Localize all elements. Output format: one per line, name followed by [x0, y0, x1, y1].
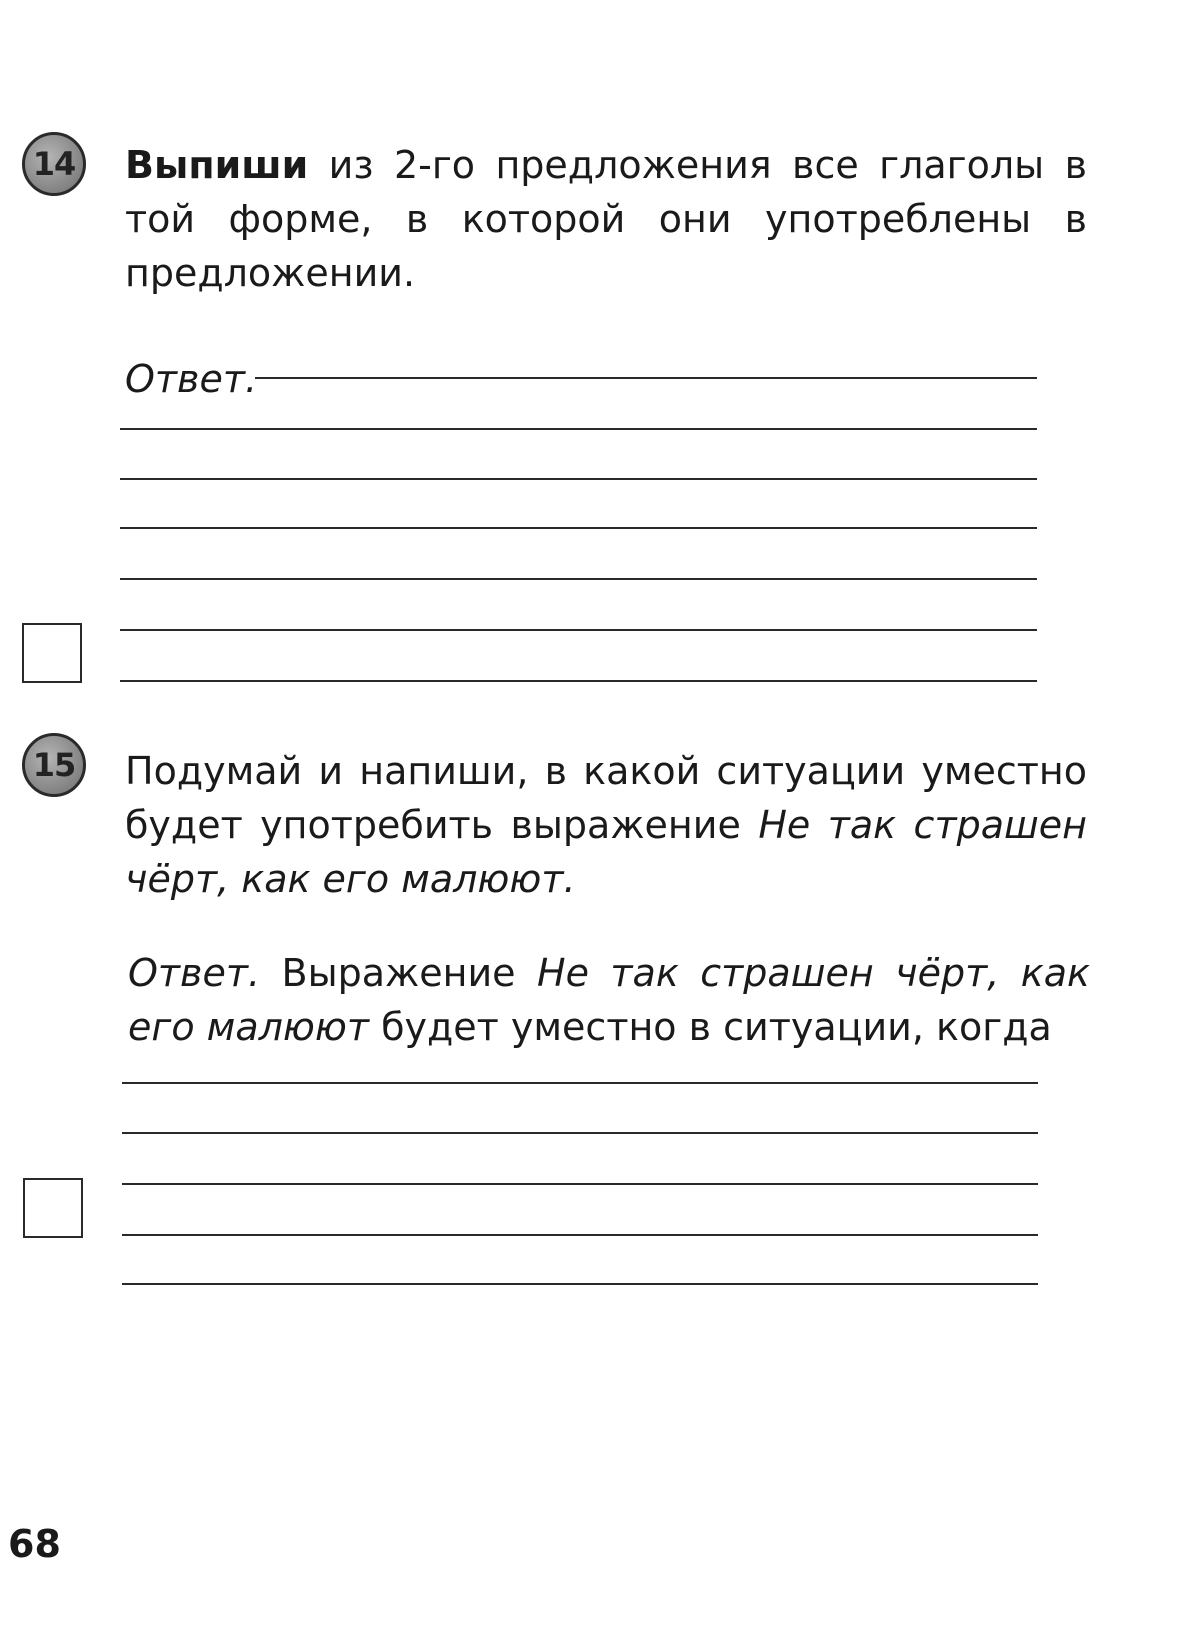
task-14-number-badge [22, 132, 86, 196]
task-14-score-box[interactable] [22, 623, 82, 683]
task-15-answer-line-3[interactable] [122, 1183, 1038, 1185]
task-15-answer-line-5[interactable] [122, 1283, 1038, 1285]
task-15-answer-proverb: Не так страшен чёрт, как его малюют [128, 951, 1090, 1049]
task-14-answer-line-3[interactable] [120, 478, 1037, 480]
task-15-answer-text-2: будет уместно в ситуации, когда [369, 1005, 1052, 1049]
task-15-number-badge [22, 733, 86, 797]
task-15-answer-line-4[interactable] [122, 1234, 1038, 1236]
task-14-answer-label: Ответ. [125, 357, 258, 401]
task-14-instruction [125, 138, 1087, 300]
task-15-answer-text-1: Выражение [260, 951, 537, 995]
task-15-instruction-text: Подумай и напиши, в какой ситуации уместно будет употребить выражение [125, 749, 1087, 847]
task-15-instruction [125, 744, 1087, 906]
task-15-answer-line-2[interactable] [122, 1132, 1038, 1134]
task-14-answer-line-7[interactable] [120, 680, 1037, 682]
task-14-answer-line-4[interactable] [120, 527, 1037, 529]
task-15-number: 15 [32, 746, 76, 784]
task-15-answer-line-1[interactable] [122, 1082, 1038, 1084]
task-14-answer-line-5[interactable] [120, 578, 1037, 580]
task-14-answer-line-2[interactable] [120, 428, 1037, 430]
task-15-answer-intro [128, 946, 1090, 1054]
task-14-instruction-rest: из 2-го предложения все глаголы в той форме, в которой они употреблены в предложении. [125, 143, 1087, 295]
task-15-answer-label: Ответ. [128, 951, 261, 995]
task-14-answer-line-1[interactable] [255, 377, 1037, 379]
page-number: 68 [8, 1522, 61, 1566]
task-14-verb: Выпиши [125, 143, 309, 187]
task-14-answer-line-6[interactable] [120, 629, 1037, 631]
task-14-answer-row [125, 354, 1087, 404]
task-15-proverb: Не так страшен чёрт, как его малюют. [125, 803, 1087, 901]
task-14-number: 14 [32, 145, 76, 183]
task-15-score-box[interactable] [23, 1178, 83, 1238]
